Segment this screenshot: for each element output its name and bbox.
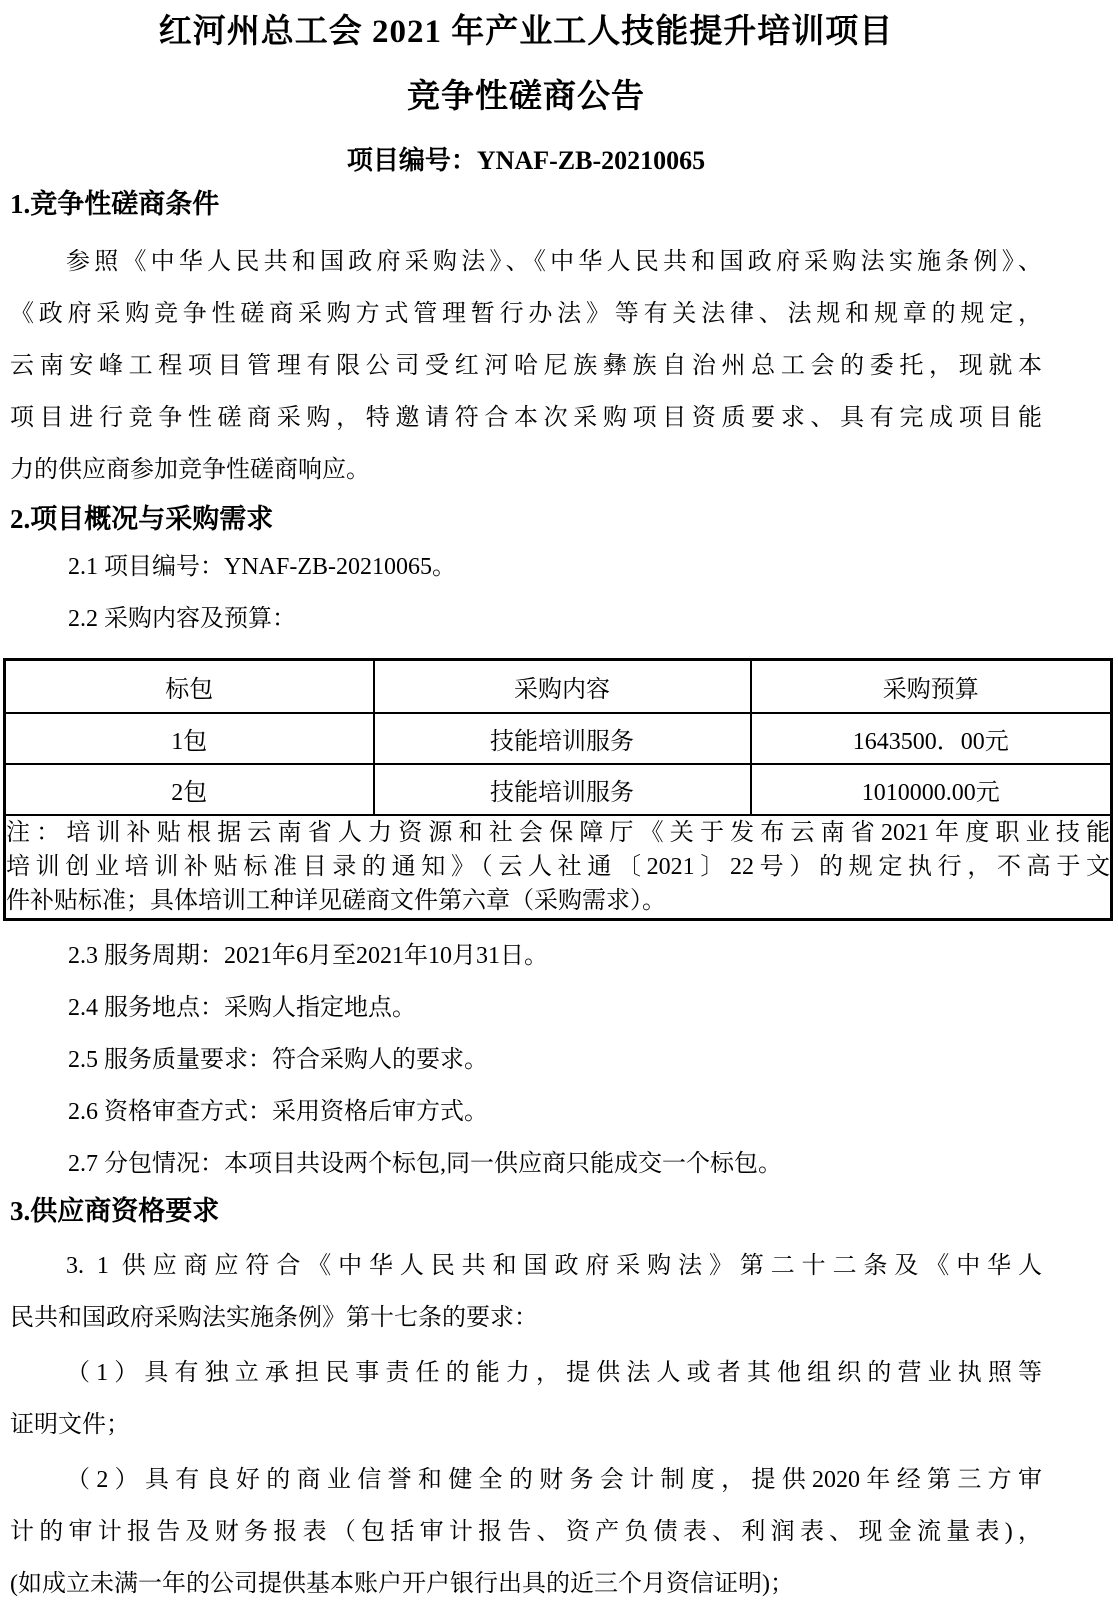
table-header-row: [5, 660, 1112, 714]
paragraph-line: 计的审计报告及财务报表（包括审计报告、资产负债表、利润表、现金流量表)，: [10, 1519, 1042, 1545]
paragraph-line: 项目进行竞争性磋商采购，特邀请符合本次采购项目资质要求、具有完成项目能: [10, 405, 1042, 431]
procurement-budget-table: [3, 658, 1113, 921]
item-3-1-paragraph: [10, 1240, 1042, 1344]
note-line: 件补贴标准；具体培训工种详见磋商文件第六章（采购需求）。: [6, 888, 666, 914]
table-note-cell: [5, 815, 1112, 920]
document-subtitle: 竞争性磋商公告: [407, 79, 645, 115]
project-number: 项目编号：YNAF-ZB-20210065: [346, 146, 706, 175]
table-cell-budget: 1643500．00元: [751, 713, 1112, 764]
requirement-2-paragraph: [10, 1454, 1042, 1610]
item-2-2: 2.2 采购内容及预算：: [68, 606, 296, 632]
table-header-content: 采购内容: [374, 660, 751, 714]
table-cell-package: 2包: [5, 764, 374, 815]
paragraph-line: 证明文件；: [10, 1412, 130, 1438]
table-cell-budget: 1010000.00元: [751, 764, 1112, 815]
table-row: [5, 713, 1112, 764]
requirement-1-paragraph: [10, 1347, 1042, 1451]
table-row: [5, 764, 1112, 815]
paragraph-line: 3. 1 供应商应符合《中华人民共和国政府采购法》第二十二条及《中华人: [66, 1253, 1042, 1279]
table-header-budget: 采购预算: [751, 660, 1112, 714]
item-2-6: 2.6 资格审查方式：采用资格后审方式。: [68, 1099, 488, 1125]
table-cell-content: 技能培训服务: [374, 713, 751, 764]
item-2-4: 2.4 服务地点：采购人指定地点。: [68, 995, 416, 1021]
document-page: [6, 9, 1110, 1610]
note-line: 注：培训补贴根据云南省人力资源和社会保障厅《关于发布云南省2021年度职业技能: [6, 820, 1110, 846]
paragraph-line: 云南安峰工程项目管理有限公司受红河哈尼族彝族自治州总工会的委托，现就本: [10, 353, 1042, 379]
table-cell-package: 1包: [5, 713, 374, 764]
section-3-heading: 3.供应商资格要求: [10, 1196, 220, 1226]
item-2-7: 2.7 分包情况：本项目共设两个标包,同一供应商只能成交一个标包。: [68, 1151, 782, 1177]
table-note-row: [5, 815, 1112, 920]
note-line: 培训创业培训补贴标准目录的通知》（云人社通〔2021〕22号）的规定执行，不高于文: [6, 854, 1110, 880]
table-header-package: 标包: [5, 660, 374, 714]
paragraph-line: （1）具有独立承担民事责任的能力，提供法人或者其他组织的营业执照等: [66, 1360, 1042, 1386]
intro-paragraph: [10, 236, 1042, 496]
paragraph-line: 力的供应商参加竞争性磋商响应。: [10, 457, 370, 483]
item-2-1: 2.1 项目编号：YNAF-ZB-20210065。: [68, 554, 456, 580]
paragraph-line: （2）具有良好的商业信誉和健全的财务会计制度，提供2020年经第三方审: [66, 1467, 1042, 1493]
paragraph-line: 《政府采购竞争性磋商采购方式管理暂行办法》等有关法律、法规和规章的规定，: [10, 301, 1042, 327]
section-1-heading: 1.竞争性磋商条件: [10, 189, 220, 219]
paragraph-line: (如成立未满一年的公司提供基本账户开户银行出具的近三个月资信证明)；: [10, 1571, 794, 1597]
table-cell-content: 技能培训服务: [374, 764, 751, 815]
item-2-3: 2.3 服务周期：2021年6月至2021年10月31日。: [68, 943, 548, 969]
section-2-items: [10, 930, 1042, 1190]
document-title: 红河州总工会 2021 年产业工人技能提升培训项目: [158, 14, 894, 50]
paragraph-line: 参照《中华人民共和国政府采购法》、《中华人民共和国政府采购法实施条例》、: [66, 249, 1042, 275]
item-2-5: 2.5 服务质量要求：符合采购人的要求。: [68, 1047, 488, 1073]
paragraph-line: 民共和国政府采购法实施条例》第十七条的要求：: [10, 1305, 538, 1331]
section-2-heading: 2.项目概况与采购需求: [10, 504, 274, 534]
